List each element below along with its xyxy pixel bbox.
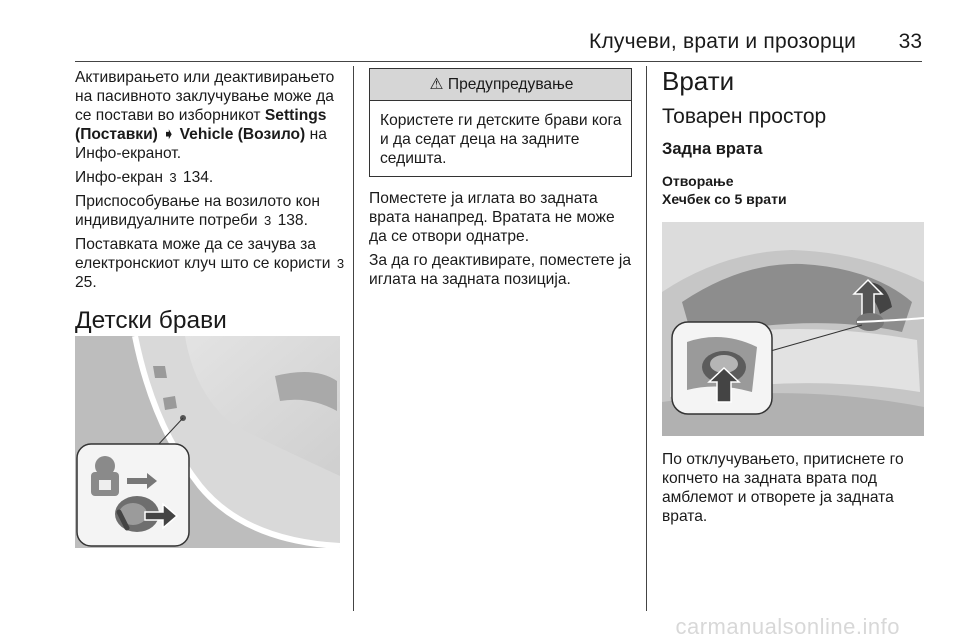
- paragraph-child-lock-deactivate: За да го деактивирате, поместете ја иглата на задната позиција.: [369, 252, 632, 288]
- warning-text: Користете ги детските брави кога и да седат деца на задните седишта.: [380, 112, 622, 167]
- column-divider-right: [646, 66, 647, 611]
- tailgate-illustration: [662, 222, 924, 436]
- page-number: 33: [898, 30, 922, 53]
- section-title-child-locks: Детски брави: [75, 307, 227, 334]
- column-divider-left: [353, 66, 354, 611]
- right-column-body: [662, 450, 924, 531]
- left-column: [75, 68, 347, 336]
- page-ref-arrow-icon: 3: [263, 213, 272, 228]
- minor-title-hatchback: Хечбек со 5 врати: [662, 191, 787, 207]
- header-rule: [75, 61, 922, 62]
- page-link[interactable]: 138.: [277, 212, 308, 229]
- menu-arrow-icon: ➧: [162, 126, 176, 143]
- page-ref-arrow-icon: 3: [336, 256, 345, 271]
- subsection-title-cargo: Товарен простор: [662, 105, 827, 128]
- right-column: [662, 64, 924, 208]
- page-link[interactable]: 25.: [75, 274, 97, 291]
- running-header-title: Клучеви, врати и прозорци: [589, 30, 856, 53]
- paragraph-tailgate-open: По отклучувањето, притиснете го копчето на задната врата под амблемот и отворете ја задната врата.: [662, 451, 904, 525]
- subsub-title-tailgate: Задна врата: [662, 140, 763, 158]
- warning-header: ⚠ Предупредување: [370, 69, 631, 101]
- child-lock-illustration: [75, 336, 340, 548]
- paragraph-personalization-ref: Приспособување на возилото кон индивидуалните потреби 3 138.: [75, 193, 320, 229]
- minor-title-opening: Отворање: [662, 173, 734, 189]
- paragraph-electronic-key-ref: Поставката може да се зачува за електронскиот клуч што се користи 3 25.: [75, 236, 345, 291]
- middle-column: [369, 68, 632, 294]
- page-link[interactable]: 134.: [182, 169, 214, 186]
- menu-vehicle: Vehicle (Возило): [179, 126, 306, 143]
- paragraph-passive-lock: Активирањето или деактивирањето на пасивното заклучување може да се постави во изборникот Settings (Поставки) ➧ Vehicle (Возило) на Инфо-екранот.: [75, 69, 335, 162]
- paragraph-info-display-ref: Инфо-екран 3 134.: [75, 169, 214, 186]
- watermark: carmanualsonline.info: [675, 614, 900, 639]
- warning-box: [369, 68, 632, 177]
- menu-settings: Settings (Поставки): [75, 107, 327, 143]
- section-title-doors: Врати: [662, 66, 735, 96]
- warning-icon: ⚠: [429, 76, 444, 93]
- paragraph-child-lock-activate: Поместете ја иглата во задната врата нанапред. Вратата не може да се отвори однатре.: [369, 190, 615, 245]
- page-ref-arrow-icon: 3: [169, 170, 177, 185]
